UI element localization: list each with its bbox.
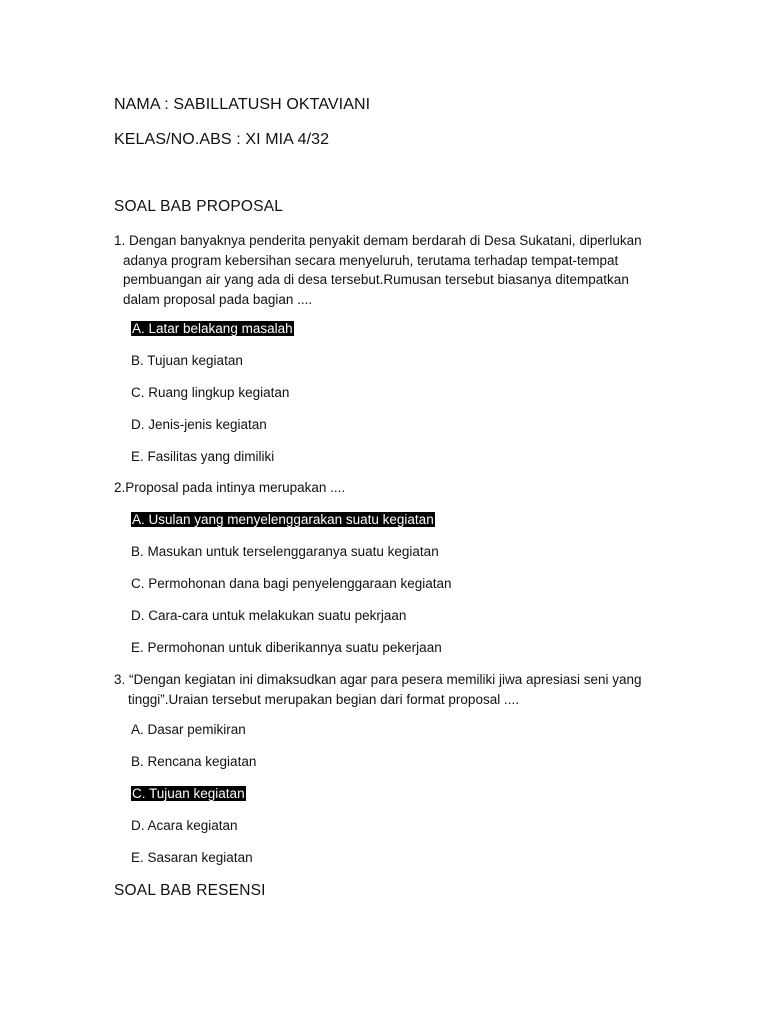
question-2-option-c: C. Permohonan dana bagi penyelenggaraan kegiatan xyxy=(131,576,452,591)
question-3-option-e: E. Sasaran kegiatan xyxy=(131,850,253,865)
question-1-text: Dengan banyaknya penderita penyakit demam berdarah di Desa Sukatani, diperlukan adanya program kebersihan secara menyeluruh, terutama terhadap tempat-tempat pembuangan air yang ada di desa tersebut.Rumusan tersebut biasanya ditempatkan dalam proposal pada bagian .... xyxy=(123,233,642,307)
question-2-number: 2. xyxy=(114,480,126,495)
question-1-option-c: C. Ruang lingkup kegiatan xyxy=(131,385,290,400)
question-1-option-b: B. Tujuan kegiatan xyxy=(131,353,243,368)
question-1-option-e: E. Fasilitas yang dimiliki xyxy=(131,449,275,464)
question-1-number: 1. xyxy=(114,233,126,248)
question-2 xyxy=(114,478,345,498)
question-3-option-c xyxy=(131,785,246,803)
question-2-option-e: E. Permohonan untuk diberikannya suatu pekerjaan xyxy=(131,640,442,655)
question-3-text: “Dengan kegiatan ini dimaksudkan agar para pesera memiliki jiwa apresiasi seni yang tinggi”.Uraian tersebut merupakan begian dari format proposal .... xyxy=(128,672,642,707)
question-3-option-b: B. Rencana kegiatan xyxy=(131,754,257,769)
section-title-resensi: SOAL BAB RESENSI xyxy=(114,882,266,899)
student-class: KELAS/NO.ABS : XI MIA 4/32 xyxy=(114,131,330,148)
question-1-option-a xyxy=(131,320,294,338)
question-3 xyxy=(114,670,659,709)
answer-highlight: C. Tujuan kegiatan xyxy=(132,786,245,801)
answer-highlight: A. Latar belakang masalah xyxy=(132,321,293,336)
question-3-option-d: D. Acara kegiatan xyxy=(131,818,238,833)
question-1-option-d: D. Jenis-jenis kegiatan xyxy=(131,417,267,432)
question-2-text: Proposal pada intinya merupakan .... xyxy=(125,480,346,495)
question-2-option-d: D. Cara-cara untuk melakukan suatu pekrjaan xyxy=(131,608,407,623)
question-3-number: 3. xyxy=(114,672,126,687)
answer-highlight: A. Usulan yang menyelenggarakan suatu kegiatan xyxy=(132,512,434,527)
question-2-option-a xyxy=(131,511,435,529)
section-title-proposal: SOAL BAB PROPOSAL xyxy=(114,198,284,215)
question-3-option-a: A. Dasar pemikiran xyxy=(131,722,246,737)
question-2-option-b: B. Masukan untuk terselenggaranya suatu kegiatan xyxy=(131,544,439,559)
student-name: NAMA : SABILLATUSH OKTAVIANI xyxy=(114,96,371,113)
question-1 xyxy=(114,231,654,309)
